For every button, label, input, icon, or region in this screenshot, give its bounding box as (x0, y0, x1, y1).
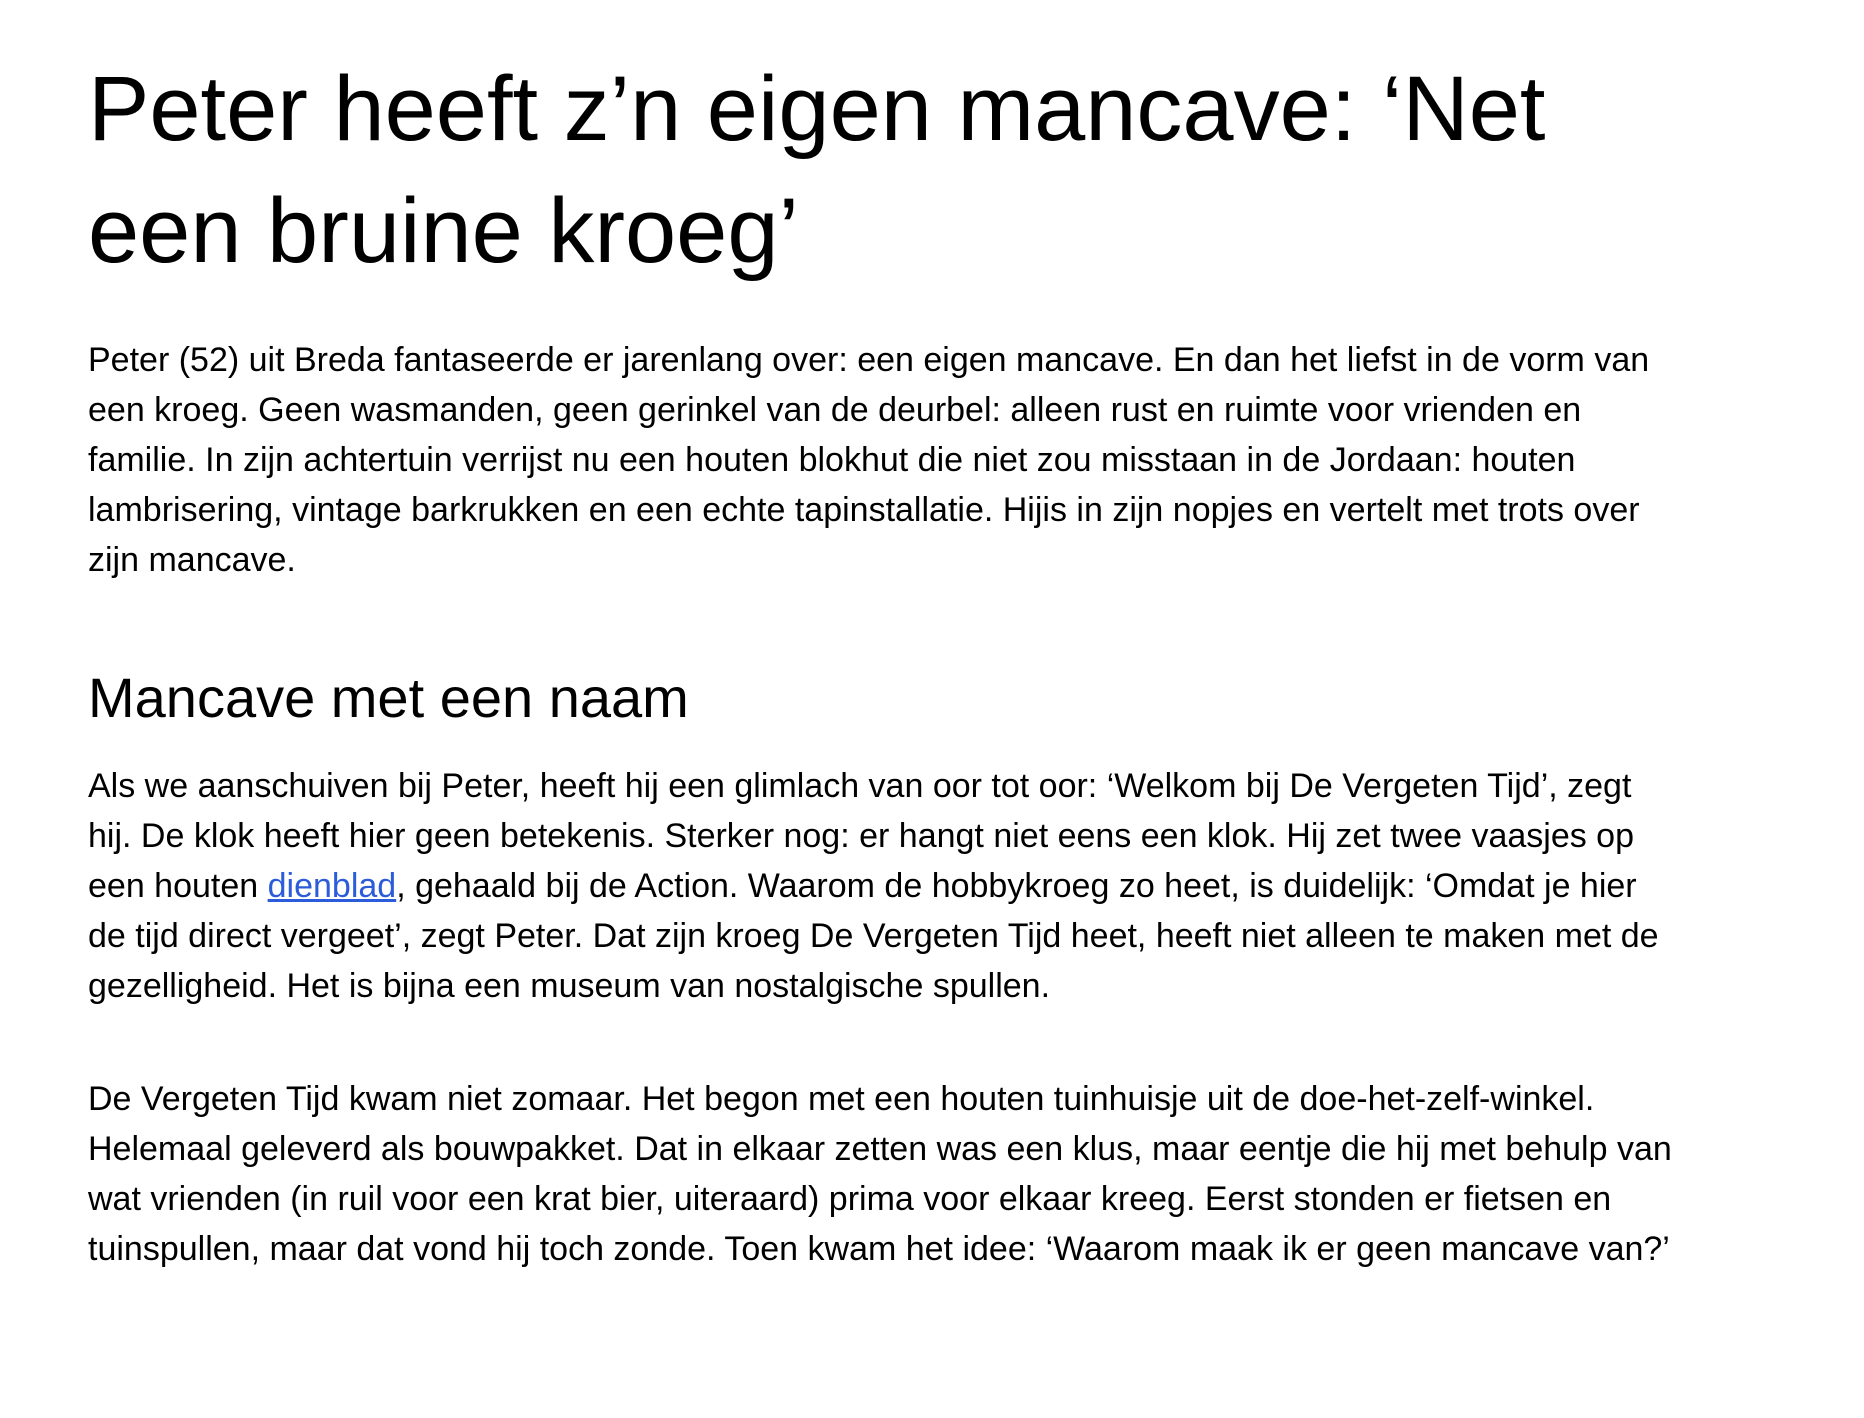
article-title: Peter heeft z’n eigen mancave: ‘Net een bruine kroeg’ (88, 58, 1546, 282)
intro-paragraph: Peter (52) uit Breda fantaseerde er jarenlang over: een eigen mancave. En dan het liefst in de vorm van een kroeg. Geen wasmanden, geen gerinkel van de deurbel: alleen rust en ruimte voor vrienden en familie. In zijn achtertuin verrijst nu een houten blokhut die niet zou misstaan in de Jordaan: houten lambrisering, vintage barkrukken en een echte tapinstallatie. Hijis in zijn nopjes en vertelt met trots over zijn mancave. (88, 341, 1650, 579)
paragraph-text-after-link: , gehaald bij de Action. Waarom de hobbykroeg zo heet, is duidelijk: ‘Omdat je hier de tijd direct vergeet’, zegt Peter. Dat zijn kroeg De Vergeten Tijd heet, heeft niet alleen te maken met de gezelligheid. Het is bijna een museum van nostalgische spullen. (88, 867, 1659, 1005)
closing-paragraph: De Vergeten Tijd kwam niet zomaar. Het begon met een houten tuinhuisje uit de doe-het-zelf-winkel. Helemaal geleverd als bouwpakket. Dat in elkaar zetten was een klus, maar eentje die hij met behulp van wat vrienden (in ruil voor een krat bier, uiteraard) prima voor elkaar kreeg. Eerst stonden er fietsen en tuinspullen, maar dat vond hij toch zonde. Toen kwam het idee: ‘Waarom maak ik er geen mancave van?’ (88, 1080, 1672, 1268)
dienblad-link[interactable]: dienblad (267, 867, 397, 905)
section-heading: Mancave met een naam (88, 666, 689, 729)
paragraph-text-before-link: Als we aanschuiven bij Peter, heeft hij een glimlach van oor tot oor: ‘Welkom bij De Vergeten Tijd’, zegt hij. De klok heeft hier geen betekenis. Sterker nog: er hangt niet eens een klok. Hij zet twee vaasjes op een houten (88, 767, 1635, 905)
section-paragraph (88, 761, 1680, 1011)
